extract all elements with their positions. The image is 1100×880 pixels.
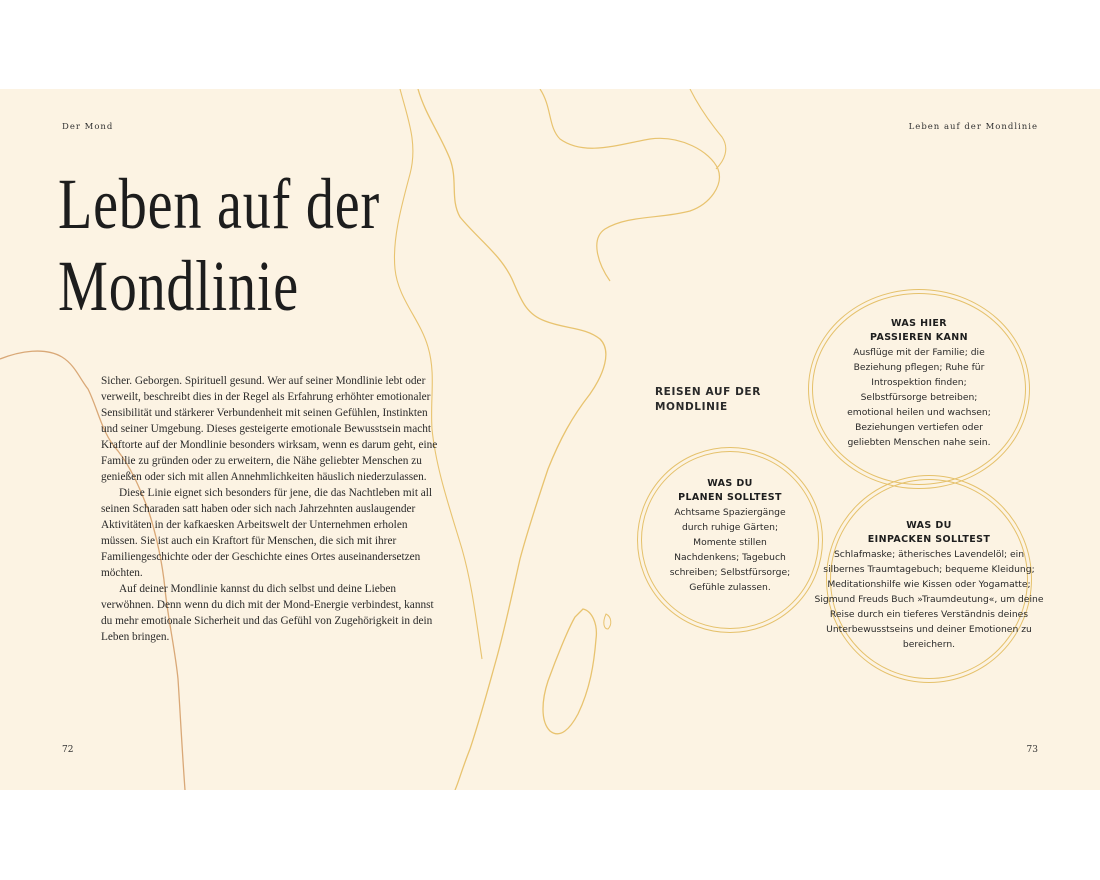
title-line-2: Mondlinie xyxy=(58,246,300,326)
paragraph-2: Diese Linie eignet sich besonders für jene, die das Nachtleben mit all seinen Scharaden satt haben oder sich nach Jahrzehnten auslaugender Aktivitäten in der kafkaesken Arbeitswelt der Unternehmen erholen müssen. Sie ist auch ein Kraftort für Menschen, die sich mit ihrer Familiengeschichte oder der Geschichte eines Ortes auseinandersetzen möchten. xyxy=(101,487,433,579)
map-line-island xyxy=(543,609,596,734)
bubble-text: Ausflüge mit der Familie; die Beziehung pflegen; Ruhe für Introspektion finden; Selbstfürsorge betreiben; emotional heilen und wachsen; Beziehungen vertiefen oder geliebten Menschen nahe sein. xyxy=(847,347,991,448)
bubble-heading-line-1: WAS DU xyxy=(707,478,753,489)
section-heading xyxy=(655,385,795,415)
bubble-content xyxy=(844,317,994,450)
map-line-north xyxy=(540,89,719,281)
book-spread xyxy=(0,89,1100,790)
page-number-right: 73 xyxy=(1026,745,1038,755)
running-head-right: Leben auf der Mondlinie xyxy=(908,122,1038,132)
bubble-content xyxy=(814,519,1044,652)
body-text xyxy=(101,373,446,645)
bubble-heading-line-2: PLANEN SOLLTEST xyxy=(678,492,782,503)
page-number-left: 72 xyxy=(62,745,74,755)
map-line-small-island xyxy=(604,614,611,629)
bubble-was-hier-passieren-kann xyxy=(808,289,1030,489)
bubble-text: Achtsame Spaziergänge durch ruhige Gärten; Momente stillen Nachdenkens; Tagebuch schreiben; Selbstfürsorge; Gefühle zulassen. xyxy=(669,507,791,593)
bubble-was-du-einpacken-solltest xyxy=(814,475,1044,683)
section-heading-line-2: MONDLINIE xyxy=(655,401,728,413)
bubble-text: Schlafmaske; ätherisches Lavendelöl; ein silbernes Traumtagebuch; bequeme Kleidung; Meditationshilfe wie Kissen oder Yogamatte; Sigmund Freuds Buch »Traumdeutung«, um deine Reise durch ein tieferes Verständnis deines Unterbewusstseins und deiner Emotionen zu bereichern. xyxy=(814,549,1044,650)
section-heading-line-1: REISEN AUF DER xyxy=(655,386,761,398)
bubble-heading-line-1: WAS DU xyxy=(906,520,952,531)
running-head-left: Der Mond xyxy=(62,122,114,132)
bubble-was-du-planen-solltest xyxy=(637,447,823,633)
paragraph-3: Auf deiner Mondlinie kannst du dich selbst und deine Lieben verwöhnen. Denn wenn du dich mit der Mond-Energie verbindest, kannst du mehr emotionale Sicherheit und das Gefühl von Zugehörigkeit in dein Leben bringen. xyxy=(101,583,434,643)
bubble-heading-line-2: PASSIEREN KANN xyxy=(869,332,968,343)
bubble-content xyxy=(661,477,799,595)
page-title xyxy=(58,163,380,327)
bubble-heading-line-2: EINPACKEN SOLLTEST xyxy=(867,534,991,545)
map-line-north-2 xyxy=(690,89,726,169)
paragraph-1: Sicher. Geborgen. Spirituell gesund. Wer auf seiner Mondlinie lebt oder verweilt, beschreibt dies in der Regel als Erfahrung erhöhter emotionaler Sensibilität und stärkerer Verbundenheit mit seinen Gefühlen, Instinkten und seiner Umgebung. Dieses gesteigerte emotionale Bewusstsein macht Kraftorte auf der Mondlinie besonders wirksam, wenn es darum geht, eine Familie zu gründen oder zu erweitern, die Nähe geliebter Menschen zu genießen oder sich mit allen Annehmlichkeiten häuslich niederzulassen. xyxy=(101,375,438,483)
map-line-africa xyxy=(418,89,606,790)
bubble-heading-line-1: WAS HIER xyxy=(890,318,948,329)
title-line-1: Leben auf der xyxy=(58,164,380,244)
